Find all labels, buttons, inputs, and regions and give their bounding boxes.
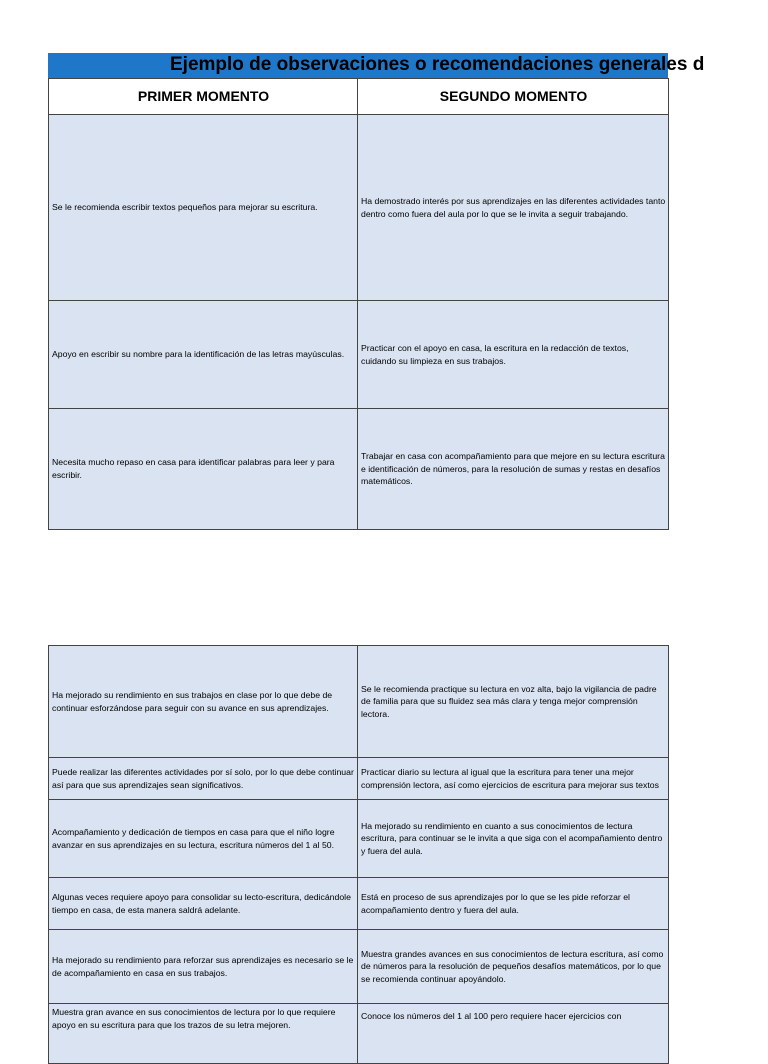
cell-primer-momento[interactable]: Se le recomienda escribir textos pequeños para mejorar su escritura. <box>49 115 358 301</box>
cell-segundo-momento[interactable]: Ha mejorado su rendimiento en cuanto a sus conocimientos de lectura escritura, para continuar se le invita a que siga con el acompañamiento dentro y fuera del aula. <box>358 800 669 878</box>
table-row <box>49 115 669 301</box>
cell-segundo-momento[interactable]: Está en proceso de sus aprendizajes por lo que se les pide reforzar el acompañamiento dentro y fuera del aula. <box>358 878 669 930</box>
cell-primer-momento[interactable]: Ha mejorado su rendimiento en sus trabajos en clase por lo que debe de continuar esforzándose para seguir con su avance en sus aprendizajes. <box>49 646 358 758</box>
cell-segundo-momento[interactable]: Trabajar en casa con acompañamiento para que mejore en su lectura escritura e identificación de números, para la resolución de sumas y restas en desafíos matemáticos. <box>358 409 669 530</box>
cell-primer-momento[interactable]: Apoyo en escribir su nombre para la identificación de las letras mayúsculas. <box>49 301 358 409</box>
cell-primer-momento[interactable]: Necesita mucho repaso en casa para identificar palabras para leer y para escribir. <box>49 409 358 530</box>
title-banner <box>48 53 705 78</box>
table-row <box>49 301 669 409</box>
table-row <box>49 409 669 530</box>
table-row <box>49 1004 669 1064</box>
cell-primer-momento[interactable]: Ha mejorado su rendimiento para reforzar sus aprendizajes es necesario se le de acompañamiento en casa en sus trabajos. <box>49 930 358 1004</box>
cell-segundo-momento[interactable]: Practicar diario su lectura al igual que la escritura para tener una mejor comprensión lectora, así como ejercicios de escritura para mejorar sus textos <box>358 758 669 800</box>
cell-segundo-momento[interactable]: Se le recomienda practique su lectura en voz alta, bajo la vigilancia de padre de familia para que su fluidez sea más clara y tenga mejor comprensión lectora. <box>358 646 669 758</box>
document-title: Ejemplo de observaciones o recomendaciones generales d <box>170 54 705 75</box>
header-primer-momento: PRIMER MOMENTO <box>49 79 358 115</box>
table-row <box>49 758 669 800</box>
cell-segundo-momento[interactable]: Practicar con el apoyo en casa, la escritura en la redacción de textos, cuidando su limpieza en sus trabajos. <box>358 301 669 409</box>
observations-table-bottom <box>48 645 669 1064</box>
header-segundo-momento: SEGUNDO MOMENTO <box>358 79 669 115</box>
cell-segundo-momento[interactable]: Conoce los números del 1 al 100 pero requiere hacer ejercicios con <box>358 1004 669 1064</box>
observations-table-top <box>48 78 669 530</box>
cell-segundo-momento[interactable]: Muestra grandes avances en sus conocimientos de lectura escritura, así como de números para la resolución de pequeños desafíos matemáticos, por lo que se recomienda continuar apoyándolo. <box>358 930 669 1004</box>
table-row <box>49 800 669 878</box>
cell-primer-momento[interactable]: Algunas veces requiere apoyo para consolidar su lecto-escritura, dedicándole tiempo en casa, de esta manera saldrá adelante. <box>49 878 358 930</box>
header-row <box>49 79 669 115</box>
table-row <box>49 930 669 1004</box>
cell-primer-momento[interactable]: Muestra gran avance en sus conocimientos de lectura por lo que requiere apoyo en su escritura para que los trazos de su letra mejoren. <box>49 1004 358 1064</box>
cell-primer-momento[interactable]: Puede realizar las diferentes actividades por sí solo, por lo que debe continuar así para que sus aprendizajes sean significativos. <box>49 758 358 800</box>
table-row <box>49 646 669 758</box>
cell-segundo-momento[interactable]: Ha demostrado interés por sus aprendizajes en las diferentes actividades tanto dentro como fuera del aula por lo que se le invita a seguir trabajando. <box>358 115 669 301</box>
cell-primer-momento[interactable]: Acompañamiento y dedicación de tiempos en casa para que el niño logre avanzar en sus aprendizajes en su lectura, escritura números del 1 al 50. <box>49 800 358 878</box>
table-row <box>49 878 669 930</box>
